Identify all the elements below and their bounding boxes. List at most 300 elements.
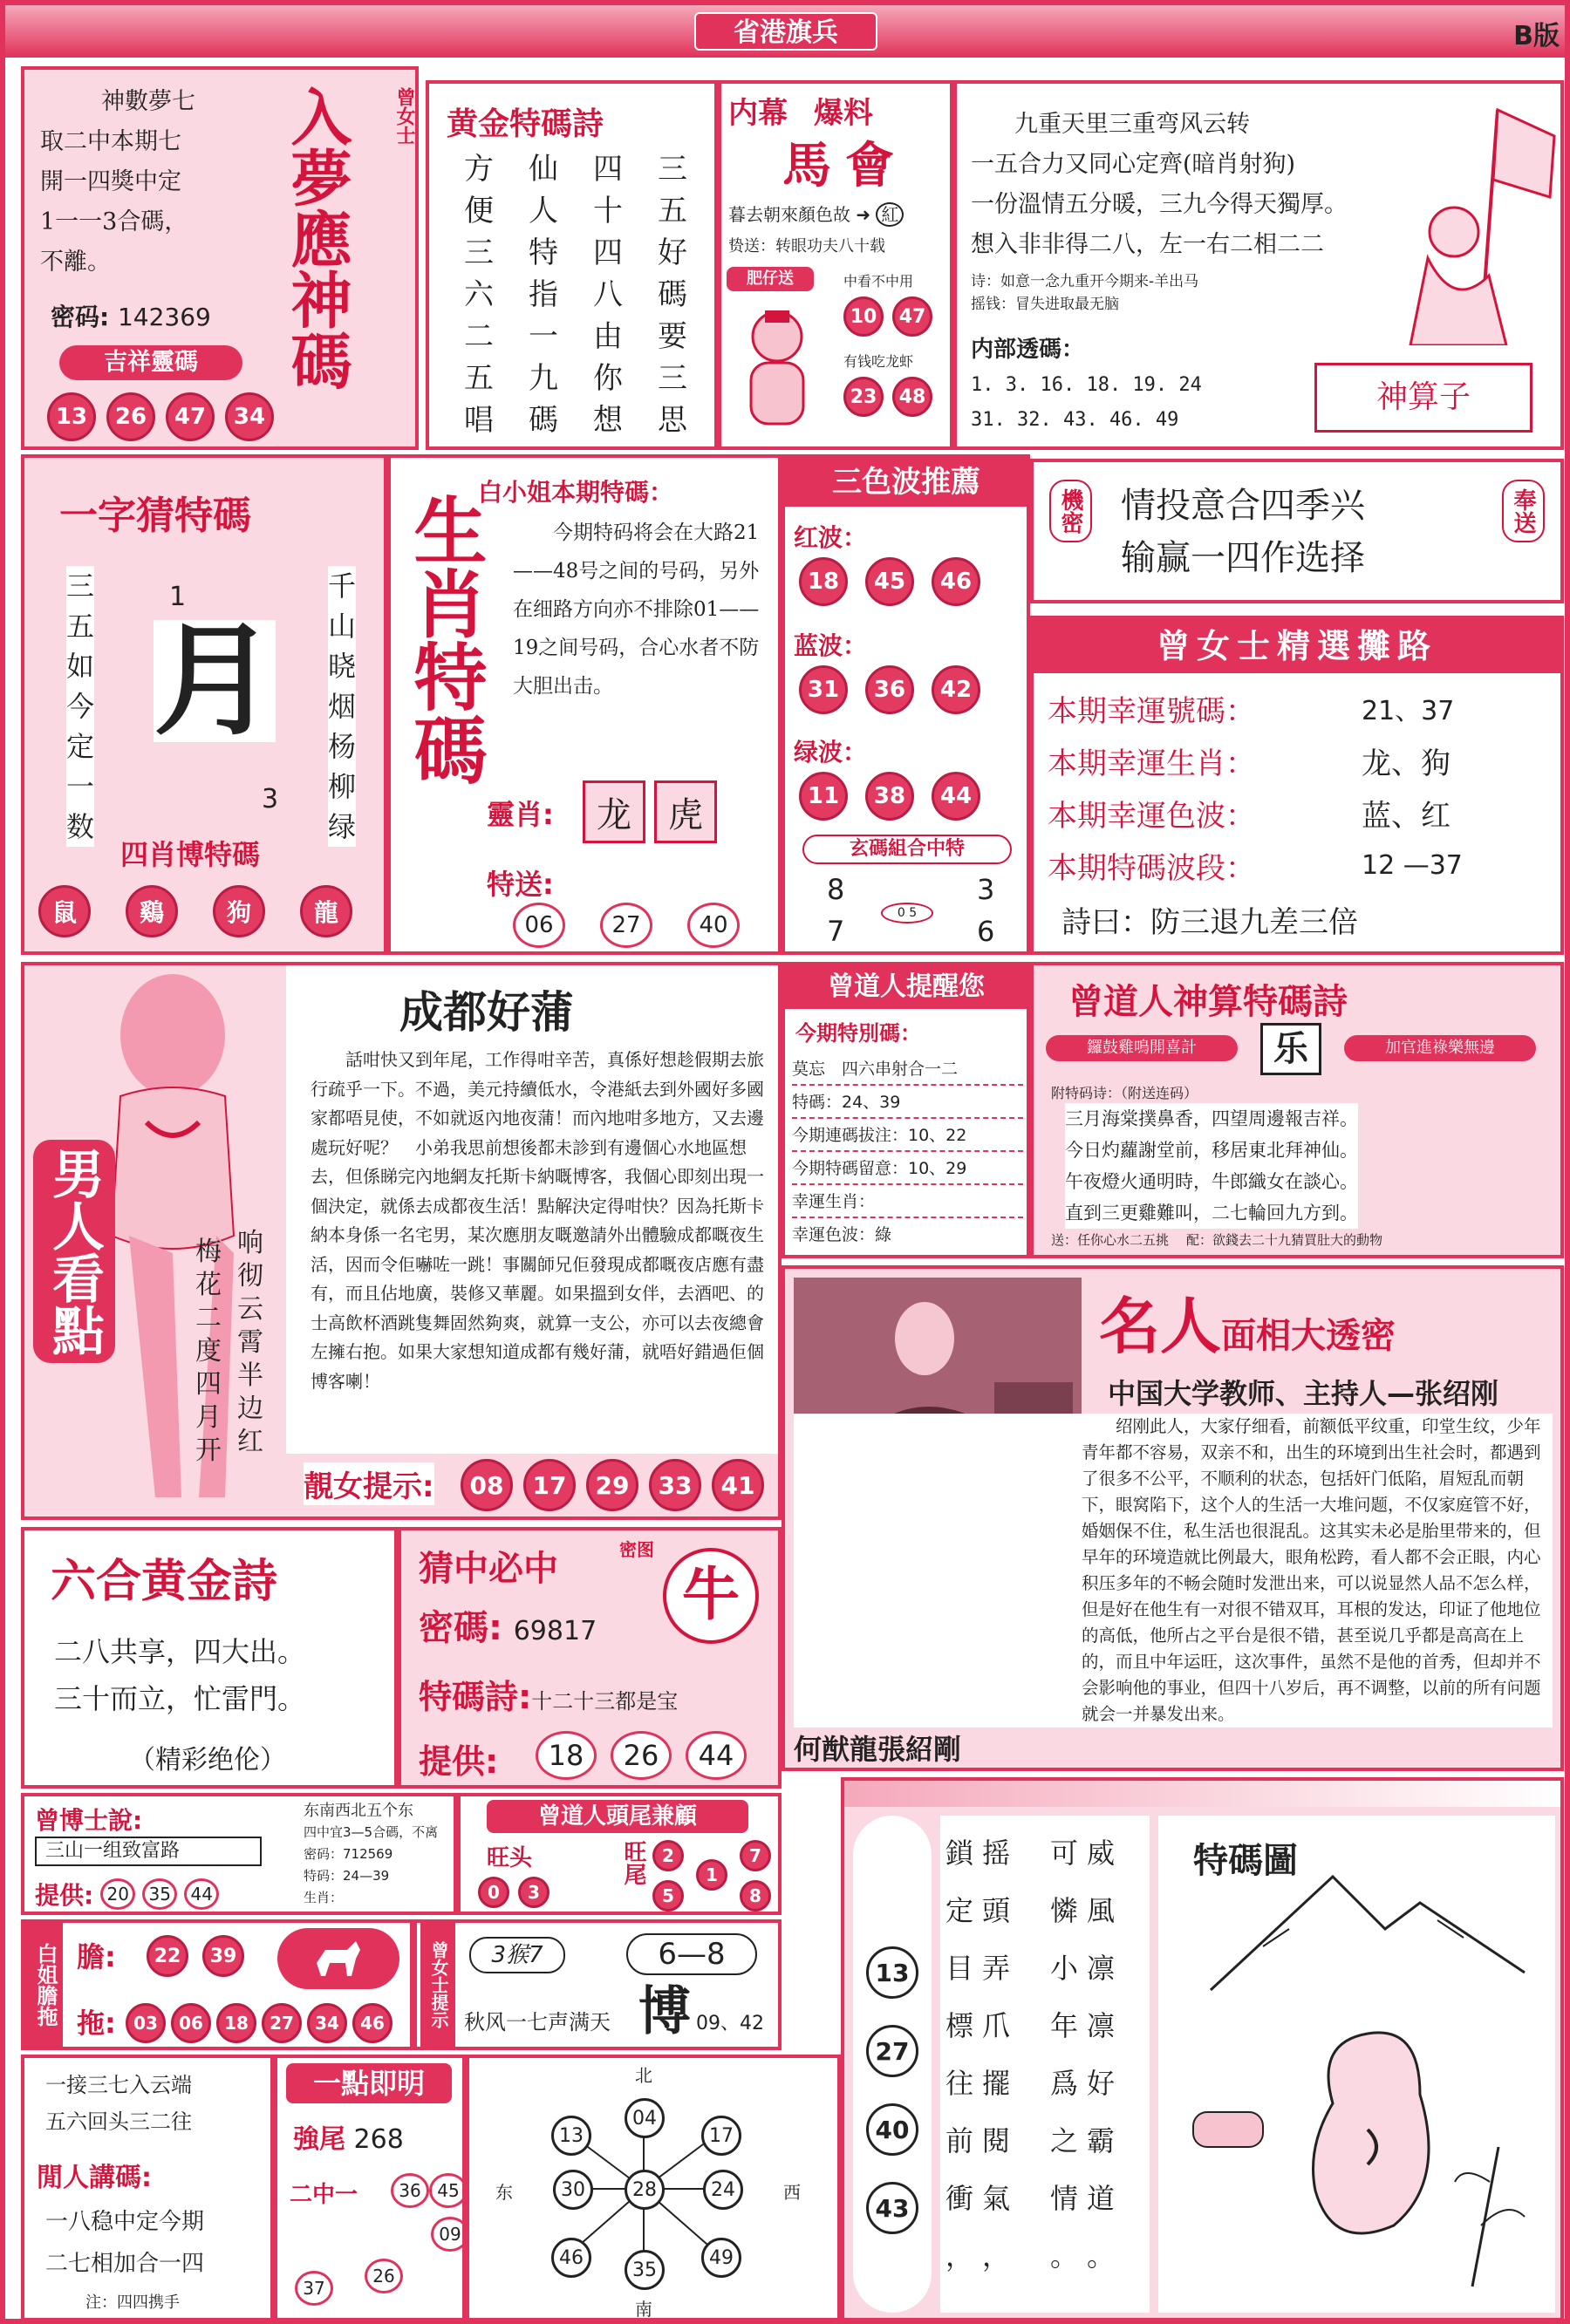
drag-label: 拖: — [77, 2007, 116, 2040]
liuhe-golden-note: （精彩绝伦） — [129, 1745, 286, 1775]
verse-char: 閱 — [982, 2124, 1011, 2157]
trend-label: 本期幸運色波： — [1048, 798, 1255, 834]
guess-hit-box — [398, 1527, 782, 1789]
strong-tail — [293, 2117, 404, 2156]
liuhe-golden-lines — [54, 1628, 305, 1722]
taoist-poem-lines — [1065, 1103, 1358, 1229]
number-ball: 45 — [429, 2173, 466, 2208]
color-tag: 紅 — [876, 202, 904, 227]
miss-bai-heading: 白小姐本期特碼： — [478, 478, 674, 507]
four-zodiac-balls — [38, 885, 352, 937]
trend-value: 蓝、红 — [1362, 798, 1451, 834]
verse-char: 威 — [1087, 1837, 1116, 1870]
verse-char: 凛 — [1087, 1952, 1116, 1985]
verse-char: 爲 — [1050, 2067, 1079, 2100]
poem-char: 三 — [658, 152, 687, 187]
dr-zeng-title: 曾博士說: — [35, 1806, 143, 1835]
verse-columns-2 — [1045, 1816, 1150, 2313]
dream-line: 1一一3合碼， — [40, 208, 188, 235]
number-ball: 17 — [523, 1459, 576, 1511]
poem-value: 十二十三都是宝 — [531, 1689, 679, 1714]
courage-label: 膽: — [77, 1940, 116, 1973]
special-code-label: 今期特別碼： — [795, 1021, 921, 1046]
header-title: 省港旗兵 — [694, 12, 877, 51]
couplet-left: 鑼鼓雞鳴開喜計 — [1046, 1035, 1238, 1061]
info-line: 东南西北五个东 — [304, 1802, 413, 1820]
verse-char: 小 — [1050, 1952, 1079, 1985]
two-hit-one-label: 二中一 — [290, 2182, 358, 2208]
dr-zeng-box — [21, 1793, 457, 1915]
poem-char: 红 — [237, 1427, 263, 1457]
number-ball: 2 — [652, 1840, 684, 1871]
blue-wave-numbers — [799, 665, 980, 714]
secret-gift-box — [1030, 459, 1564, 603]
number-ball: 7 — [740, 1840, 771, 1871]
hot-tail-label: 旺尾 — [620, 1840, 646, 1885]
talk-line: 一接三七入云端 — [45, 2073, 192, 2097]
couplet-center: 乐 — [1260, 1023, 1321, 1075]
bet-char: 博 — [638, 1981, 691, 2042]
verse-char: 爪 — [982, 2009, 1011, 2042]
dr-zeng-give — [35, 1877, 219, 1912]
zodiac-special-title: 生肖特碼 — [402, 493, 488, 786]
internal-codes — [971, 368, 1202, 438]
four-zodiac-label: 四肖博特碼 — [120, 838, 261, 871]
number-ball: 0 — [478, 1877, 509, 1908]
strong-tail-value: 268 — [353, 2124, 404, 2155]
poem-column — [658, 148, 687, 441]
number-ball: 47 — [166, 392, 215, 441]
verse-char: 往 — [945, 2067, 974, 2100]
green-wave-label: 绿波： — [794, 738, 868, 767]
article-title: 成都好蒲 — [399, 987, 574, 1038]
poem-char: 三 — [658, 361, 687, 396]
special-send-label: 特送: — [487, 868, 554, 901]
spirit-zodiac-label: 靈肖: — [487, 798, 554, 831]
verse-char: 憐 — [1050, 1894, 1079, 1927]
verse-column — [945, 1824, 973, 2304]
trend-label: 本期特碼波段： — [1048, 850, 1255, 886]
reminder-rows — [792, 1053, 1023, 1251]
number-ball: 33 — [649, 1459, 701, 1511]
poem-note: 附特码诗：（附送连码） — [1051, 1085, 1198, 1101]
number-ball: 41 — [712, 1459, 764, 1511]
celebrity-footer: 何猷龍張紹剛 — [794, 1733, 962, 1766]
guess-give-label: 提供: — [419, 1742, 499, 1781]
insider-text: 暮去朝來顏色故 — [728, 204, 850, 225]
number-ball: 1 — [696, 1859, 727, 1891]
celebrity-title — [1099, 1278, 1396, 1366]
special-numbers — [513, 903, 740, 948]
word-guess-right — [328, 566, 356, 847]
bet-numbers: 09、42 — [696, 2013, 764, 2034]
verse-char: 前 — [945, 2124, 974, 2157]
fortune-god-figure — [734, 302, 821, 433]
dr-zeng-info — [304, 1800, 438, 1909]
trend-row — [1048, 734, 1553, 787]
verse-char: 定 — [945, 1894, 974, 1927]
riddle-char: 千 — [328, 569, 357, 603]
trend-row — [1048, 682, 1553, 734]
couplet-right: 加官進祿樂無邊 — [1344, 1035, 1536, 1061]
guess-numbers — [536, 1731, 747, 1780]
number-ball: 18 — [799, 557, 848, 606]
number-ball: 36 — [865, 665, 914, 714]
zodiac-ball: 狗 — [213, 885, 265, 937]
nine-heavens-notes — [971, 270, 1198, 316]
celebrity-title-main: 名人 — [1099, 1291, 1221, 1362]
password-row — [51, 298, 211, 333]
verse-char: 頭 — [982, 1894, 1011, 1927]
riddle-char: 杨 — [328, 730, 357, 763]
head-tail-box — [457, 1793, 782, 1915]
bai-courage-box — [21, 1919, 413, 2050]
zodiac-ball: 龍 — [300, 885, 352, 937]
horse-club-title: 馬會 — [782, 138, 908, 194]
poem-char: 半 — [237, 1360, 263, 1391]
poem-char: 方 — [464, 152, 494, 187]
guess-poem — [419, 1670, 678, 1718]
side-poem-1 — [195, 1236, 222, 1468]
one-point-title: 一點即明 — [286, 2063, 452, 2103]
strong-tail-label: 強尾 — [293, 2124, 345, 2155]
poem-column — [464, 148, 494, 441]
number-ball: 20 — [100, 1878, 135, 1910]
one-point-box — [274, 2055, 466, 2321]
poem-char: 想 — [593, 403, 623, 438]
dream-text — [40, 82, 195, 283]
secret-image-tag: 密图 — [619, 1539, 654, 1560]
number-ball: 22 — [147, 1935, 188, 1977]
poem-grid — [464, 148, 687, 441]
verse-char: 之 — [1050, 2124, 1079, 2157]
nine-heavens-box — [953, 80, 1564, 450]
number-ball: 40 — [866, 2103, 918, 2156]
secret-line: 情投意合四季兴 — [1121, 486, 1365, 526]
arrow-bar — [844, 1781, 1560, 1807]
number-ball: 3 — [518, 1877, 550, 1908]
three-color-title: 三色波推薦 — [785, 458, 1027, 507]
golden-poem-box — [426, 80, 718, 450]
number-ball: 11 — [799, 772, 848, 821]
north-label: 北 — [635, 2065, 652, 2086]
reminder-row: 今期連碼拔注：10、22 — [792, 1119, 1023, 1152]
number-ball: 10 — [843, 296, 884, 337]
dream-line: 開一四獎中定 — [40, 168, 181, 195]
verse-char: 標 — [945, 2009, 974, 2042]
idle-talk-bottom — [45, 2201, 204, 2285]
trend-value: 12 —37 — [1362, 849, 1463, 881]
ms-zeng-hint-box — [413, 1919, 782, 2050]
mountain-drawing — [1158, 1816, 1555, 2313]
poem-char: 边 — [237, 1394, 263, 1424]
poem-char: 花 — [195, 1270, 222, 1300]
riddle-char: 绿 — [328, 810, 357, 843]
poem-label: 特碼詩: — [419, 1678, 532, 1716]
poem-char: 彻 — [237, 1261, 263, 1291]
dream-code-box — [21, 66, 419, 450]
poem-line: 今日灼蘿謝堂前，移居東北拜神仙。 — [1065, 1140, 1358, 1161]
poem-line: 三十而立，忙雷門。 — [54, 1682, 306, 1715]
lucky-numbers — [47, 392, 274, 441]
number-ball: 31 — [799, 665, 848, 714]
poem-line: 一份溫情五分暖，三九今得天獨厚。 — [971, 191, 1348, 218]
blue-wave-label: 蓝波： — [794, 631, 868, 660]
poem-char: 仙 — [529, 152, 558, 187]
west-label: 西 — [783, 2182, 801, 2203]
riddle-char: 数 — [66, 810, 95, 843]
three-color-box — [782, 454, 1030, 955]
author-tag: 曾女士 — [393, 87, 415, 145]
poem-char: 五 — [658, 194, 687, 228]
reminder-row: 莫忘 四六串射合一二 — [792, 1053, 1023, 1086]
number-ball: 18 — [536, 1731, 597, 1780]
green-wave-numbers — [799, 772, 980, 821]
poem-char: 特 — [529, 235, 558, 270]
poem-line: 一五合力又同心定齊(暗肖射狗) — [971, 151, 1296, 178]
dream-line: 不離。 — [40, 249, 111, 276]
riddle-char: 三 — [66, 569, 95, 603]
poem-char: 二 — [464, 319, 494, 354]
zodiac-special-box — [387, 454, 782, 955]
miss-bai-text: 今期特码将会在大路21——48号之间的号码，另外在细路方向亦不排除01——19之间号码，合心水者不防大胆出击。 — [513, 521, 760, 698]
zodiac-ball: 鷄 — [126, 885, 178, 937]
verse-char: 。 — [1087, 2239, 1116, 2273]
reminder-row: 特碼：24、39 — [792, 1086, 1023, 1119]
south-label: 南 — [635, 2299, 652, 2320]
number-ball: 48 — [892, 377, 932, 417]
number-ball: 34 — [307, 2003, 347, 2043]
poem-column — [593, 148, 623, 441]
code-line: 1. 3. 16. 18. 19. 24 — [971, 374, 1202, 396]
footer-note: 送：任你心水二五挑 — [1051, 1232, 1170, 1248]
top-banner — [5, 5, 1565, 58]
number-ball: 40 — [687, 903, 740, 948]
secret-label: 機密 — [1049, 480, 1092, 542]
verse-char: 衝 — [945, 2182, 974, 2215]
number-ball: 03 — [126, 2003, 166, 2043]
number-ball: 18 — [216, 2003, 256, 2043]
number-ball: 38 — [865, 772, 914, 821]
special-chart-panel — [1158, 1816, 1555, 2313]
red-wave-numbers — [799, 557, 980, 606]
insider-numbers-1 — [843, 296, 932, 337]
poem-line: 午夜燈火通明時，牛郎織女在談心。 — [1065, 1171, 1358, 1192]
lucky-code-label: 吉祥靈碼 — [59, 345, 242, 380]
celebrity-face-box — [782, 1265, 1564, 1771]
compass-node: 17 — [701, 2116, 741, 2156]
number-ball: 26 — [611, 1731, 672, 1780]
left-number-column — [853, 1816, 932, 2313]
dr-zeng-sub: 三山一组致富路 — [35, 1837, 262, 1866]
poem-char: 便 — [464, 194, 494, 228]
number-ball: 46 — [352, 2003, 392, 2043]
number-ball: 26 — [365, 2259, 403, 2293]
trend-label: 本期幸運生肖： — [1048, 746, 1255, 781]
talk-line: 二七相加合一四 — [45, 2251, 205, 2277]
insider-box — [718, 80, 953, 450]
number-ball: 39 — [202, 1935, 244, 1977]
poem-char: 四 — [593, 235, 623, 270]
idle-talk-top — [45, 2067, 192, 2140]
insider-note-1: 中看不中用 — [843, 273, 914, 290]
special-chart-title: 特碼圖 — [1193, 1841, 1298, 1881]
number-ball: 37 — [295, 2271, 333, 2306]
verse-char: 好 — [1087, 2067, 1116, 2100]
article-body: 話咁快又到年尾，工作得咁辛苦，真係好想趁假期去旅行疏乎一下。不過，美元持續低水，令港紙去到外國好多國家都唔見使，不如就返內地夜蒲！而內地咁多地方，又去邊處玩好呢？ 小弟我思前想後都未診到有邊個心水地區想去，但係睇完內地網友托斯卡納嘅博客，我個心即刻出現一個決定，就係去成都夜生活！點解決定得咁快？因為托斯卡納本身係一名宅男，某次應朋友嘅邀請外出體驗成都嘅夜生活，因而令佢嚇咗一跳！事關師兄佢發現成都嘅夜店應有盡有，而且佔地廣，裝修又華麗。如果搵到女伴，去酒吧、的士高飲杯酒跳隻舞固然夠爽，就算一支公，亦可以去夜總會左擁右抱。如果大家想知道成都有幾好蒲，就唔好錯過佢個博客喇！ — [311, 1049, 764, 1392]
combo-digit: 3 — [977, 873, 995, 906]
riddle-number-2: 3 — [262, 784, 279, 814]
note-line: 摇钱：冒失进取最无脑 — [971, 296, 1119, 313]
guess-zodiac: 牛 — [663, 1548, 759, 1644]
riddle-number-1: 1 — [169, 582, 187, 612]
password-label: 密碼: — [419, 1608, 502, 1648]
combo-digit: 8 — [827, 873, 845, 906]
combo-digit: 7 — [827, 915, 845, 948]
idle-talk-title: 閒人講碼: — [37, 2163, 152, 2193]
revelation-label: 爆料 — [814, 96, 873, 131]
verse-char: 可 — [1050, 1837, 1079, 1870]
number-ball: 8 — [740, 1880, 771, 1912]
number-ball: 46 — [932, 557, 980, 606]
word-guess-left — [66, 566, 94, 847]
poem-column — [529, 148, 558, 441]
verse-char: 年 — [1050, 2009, 1079, 2042]
verse-column — [982, 1824, 1010, 2304]
poem-char: 三 — [464, 235, 494, 270]
verse-char: 弄 — [982, 1952, 1011, 1985]
insider-numbers-2 — [843, 377, 932, 417]
poem-char: 由 — [593, 319, 623, 354]
number-ball: 42 — [932, 665, 980, 714]
dog-icon — [277, 1928, 399, 1989]
insider-header — [728, 89, 873, 132]
taoist-reminder-box — [782, 962, 1030, 1258]
selected-trend-title: 曾女士精選攤路 — [1034, 619, 1560, 673]
poem-char: 人 — [529, 194, 558, 228]
ms-zeng-hint-label: 曾女士提示 — [420, 1923, 455, 2047]
verse-column — [1087, 1824, 1115, 2304]
idle-talk-box — [21, 2055, 274, 2321]
monkey-hint: 3猴7 — [469, 1937, 565, 1973]
compass-node: 35 — [625, 2250, 665, 2290]
fortune-teller-figure — [1375, 101, 1559, 345]
password-value: 142369 — [117, 303, 211, 331]
number-ball: 27 — [262, 2003, 302, 2043]
verse-char: 目 — [945, 1952, 974, 1985]
number-ball: 36 — [391, 2173, 429, 2208]
trend-rows — [1048, 682, 1553, 891]
spirit-zodiac — [583, 780, 717, 843]
taoist-poem-box — [1030, 962, 1564, 1258]
gift-label: 奉送 — [1502, 480, 1545, 542]
password-label: 密码: — [51, 303, 110, 331]
article-panel — [286, 965, 782, 1454]
combo-digit: 6 — [977, 915, 995, 948]
hot-tail-numbers — [652, 1840, 775, 1915]
poem-line: 九重天里三重弯风云转 — [1014, 111, 1250, 138]
poem-char: 开 — [195, 1435, 222, 1466]
number-ball: 13 — [47, 392, 96, 441]
verse-char: ， — [982, 2239, 1011, 2273]
poem-char: 八 — [593, 277, 623, 312]
insider-label: 内幕 — [728, 96, 788, 131]
celebrity-subtitle: 中国大学教师、主持人—张绍刚 — [1108, 1377, 1499, 1410]
note-line: 诗：如意一念九重开今期来-羊出马 — [971, 273, 1199, 290]
dream-title: 入夢應神碼 — [281, 85, 352, 391]
number-ball: 34 — [225, 392, 274, 441]
compass-node: 04 — [625, 2098, 665, 2138]
trend-value: 龙、狗 — [1362, 746, 1451, 781]
trend-poem: 詩曰：防三退九差三倍 — [1061, 905, 1358, 940]
number-ball: 27 — [866, 2025, 918, 2077]
taoist-poem-title: 曾道人神算特碼詩 — [1068, 982, 1348, 1022]
poem-char: 九 — [529, 361, 558, 396]
riddle-char: 山 — [328, 610, 357, 643]
verse-char: 情 — [1050, 2182, 1079, 2215]
liuhe-golden-title: 六合黄金詩 — [51, 1556, 278, 1608]
dream-line: 取二中本期七 — [40, 128, 181, 155]
zodiac-diamond: 虎 — [654, 780, 717, 843]
verse-char: 風 — [1087, 1894, 1116, 1927]
riddle-char: 烟 — [328, 690, 357, 723]
trend-label: 本期幸運號碼： — [1048, 693, 1255, 729]
poem-line: 二八共享，四大出。 — [54, 1635, 306, 1668]
reminder-row: 幸運生肖： — [792, 1185, 1023, 1218]
number-ball: 26 — [106, 392, 155, 441]
trend-value: 21、37 — [1362, 696, 1455, 726]
poem-char: 月 — [195, 1402, 222, 1433]
trend-row — [1048, 787, 1553, 839]
poem-char: 思 — [658, 403, 687, 438]
compass-center: 28 — [625, 2170, 665, 2210]
poem-char: 二 — [195, 1303, 222, 1333]
talk-line: 五六回头三二往 — [45, 2109, 192, 2134]
celebrity-title-sub: 面相大透密 — [1221, 1316, 1396, 1356]
number-ball: 06 — [171, 2003, 211, 2043]
celebrity-body: 绍刚此人，大家仔细看，前额低平纹重，印堂生纹，少年青年都不容易，双亲不和，出生的环境到出生社会时，都遇到了很多不公平，不顺利的状态，包括奸门低陷，眉短乱而朝下，眼窝陷下，这个人的生活一大堆问题，不仅家庭管不好，婚姻保不住，私生活也很混乱。这其实未必是胎里带来的，但早年的环境造就比例最大，眼角松跨，看人都不会正眼，内心积压多年的不畅会随时发泄出来，可以说显然人品不怎么样，但是好在他生有一对很不错双耳，耳根的发达，印证了他地位的高低，他所占之平台是很不错，甚至说几乎都是高高在上的，而且中年运旺，这次事件，虽然不是他的首秀，但却并不会影响他的事业，但四十八岁后，再不调整，以前的所有问题就会一并暴发出来。 — [794, 1414, 1553, 1728]
nine-heavens-poem — [971, 105, 1348, 265]
riddle-main-char: 月 — [154, 610, 276, 753]
verse-columns — [940, 1816, 1045, 2313]
poem-footer — [1051, 1230, 1382, 1249]
poem-char: 指 — [529, 277, 558, 312]
drag-numbers — [126, 2003, 392, 2043]
verse-char: 。 — [1050, 2239, 1079, 2273]
compass-node: 46 — [551, 2238, 591, 2278]
poem-char: 好 — [658, 235, 687, 270]
verse-char: 擺 — [982, 2067, 1011, 2100]
number-ball: 23 — [843, 377, 884, 417]
poem-char: 四 — [593, 152, 623, 187]
golden-poem-title: 黄金特碼詩 — [447, 106, 604, 142]
number-ball: 13 — [866, 1946, 918, 1999]
riddle-char: 晓 — [328, 650, 357, 683]
poem-char: 度 — [195, 1336, 222, 1366]
poem-char: 你 — [593, 361, 623, 396]
poem-char: 四 — [195, 1369, 222, 1400]
number-ball: 45 — [865, 557, 914, 606]
mystic-combo-label: 玄碼組合中特 — [802, 835, 1012, 864]
poem-char: 六 — [464, 277, 494, 312]
code-line: 31. 32. 43. 46. 49 — [971, 409, 1179, 431]
word-guess-title: 一字猜特碼 — [59, 494, 251, 538]
poem-char: 碼 — [529, 403, 558, 438]
number-ball: 27 — [600, 903, 652, 948]
guess-hit-title: 猜中必中 — [419, 1549, 558, 1589]
side-poem-2 — [237, 1227, 263, 1459]
trend-row — [1048, 839, 1553, 891]
